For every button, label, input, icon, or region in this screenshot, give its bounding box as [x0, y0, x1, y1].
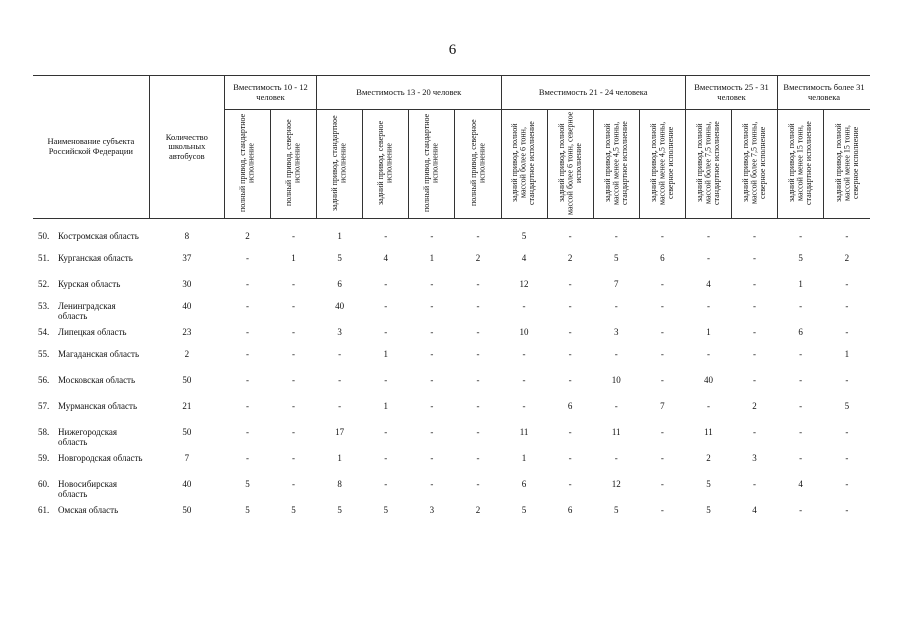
value-cell: 5 [337, 505, 342, 515]
bus-count-cell: 21 [182, 401, 192, 411]
value-cell: - [706, 253, 710, 263]
value-cell: - [660, 231, 664, 241]
value-cell: - [245, 349, 249, 359]
value-cell: - [430, 453, 434, 463]
value-cell: - [568, 453, 572, 463]
page-number: 6 [448, 42, 457, 58]
subcolumn-header-label: задний привод, стандартное исполнение [330, 114, 348, 211]
row-number: 51. [38, 253, 50, 263]
value-cell: 1 [798, 279, 803, 289]
capacity-group-header: Вместимость 25 - 31 человек [685, 76, 777, 110]
value-cell: - [753, 301, 757, 311]
value-cell: - [476, 327, 480, 337]
value-cell: - [799, 231, 803, 241]
region-name: Курганская область [58, 253, 133, 263]
value-cell: - [568, 427, 572, 437]
region-cell [33, 375, 149, 401]
region-cell [33, 279, 149, 301]
value-cell: - [706, 349, 710, 359]
value-cell: - [568, 349, 572, 359]
value-cell: 1 [337, 453, 342, 463]
value-cell: - [430, 479, 434, 489]
table-row [33, 453, 870, 479]
value-cell: 6 [567, 401, 573, 411]
value-cell: - [845, 301, 849, 311]
value-cell: 8 [337, 479, 342, 489]
subcolumn-header-label: задний привод, северное исполнение [376, 120, 394, 205]
value-cell: - [614, 349, 618, 359]
subcolumn-header [271, 110, 317, 219]
value-cell: - [430, 349, 434, 359]
value-cell: - [706, 301, 710, 311]
value-cell: 6 [521, 479, 527, 489]
value-cell: 11 [704, 427, 713, 437]
value-cell: 11 [519, 427, 529, 437]
value-cell: 3 [429, 505, 435, 515]
row-number: 58. [38, 427, 50, 437]
value-cell: - [384, 427, 388, 437]
value-cell: 5 [613, 253, 619, 263]
subcolumn-header-label: задний привод, полной массой менее 4,5 тонны, стандартное исполнение [602, 120, 629, 205]
region-cell [33, 349, 149, 375]
value-cell: - [522, 349, 526, 359]
value-cell: - [292, 375, 296, 385]
value-cell: - [845, 479, 849, 489]
value-cell: 7 [660, 401, 665, 411]
value-cell: - [660, 301, 664, 311]
value-cell: - [430, 401, 434, 411]
row-number: 53. [38, 301, 50, 311]
region-cell [33, 301, 149, 327]
value-cell: 40 [703, 375, 713, 385]
table-row [33, 279, 870, 301]
region-name: Костромская область [58, 231, 139, 241]
row-number: 55. [38, 349, 50, 359]
value-cell: - [245, 279, 249, 289]
subcolumn-header [224, 110, 270, 219]
value-cell: 1 [383, 401, 388, 411]
value-cell: - [706, 231, 710, 241]
value-cell: 4 [752, 505, 757, 515]
region-name: Нижегородская область [58, 427, 118, 448]
bus-count-cell: 40 [182, 479, 192, 489]
capacity-group-header: Вместимость 21 - 24 человека [501, 76, 685, 110]
value-cell: - [292, 301, 296, 311]
value-cell: - [245, 453, 249, 463]
value-cell: - [568, 231, 572, 241]
value-cell: - [845, 505, 849, 515]
value-cell: - [568, 479, 572, 489]
value-cell: - [753, 479, 757, 489]
table-row [33, 375, 870, 401]
region-name: Московская область [58, 375, 136, 385]
value-cell: 17 [335, 427, 345, 437]
count-column-header: Количество школьных автобусов [149, 76, 224, 219]
value-cell: - [384, 375, 388, 385]
row-number: 56. [38, 375, 50, 385]
region-cell [33, 427, 149, 453]
value-cell: - [845, 453, 849, 463]
table-row [33, 327, 870, 349]
row-number: 57. [38, 401, 50, 411]
subcolumn-header [547, 110, 593, 219]
value-cell: - [292, 453, 296, 463]
value-cell: - [706, 401, 710, 411]
value-cell: - [522, 301, 526, 311]
table-row [33, 479, 870, 505]
table-row [33, 401, 870, 427]
capacity-group-header: Вместимость 10 - 12 человек [224, 76, 316, 110]
value-cell: - [384, 327, 388, 337]
value-cell: 5 [245, 479, 250, 489]
subcolumn-header [685, 110, 731, 219]
value-cell: 6 [337, 279, 342, 289]
value-cell: - [430, 301, 434, 311]
table-row [33, 505, 870, 527]
value-cell: 4 [706, 279, 711, 289]
region-name: Курская область [58, 279, 121, 289]
subcolumn-header-label: задний привод, полной массой менее 15 тонн, стандартное исполнение [787, 120, 813, 205]
value-cell: - [245, 401, 249, 411]
row-number: 59. [38, 453, 50, 463]
value-cell: - [292, 279, 296, 289]
capacity-group-header: Вместимость более 31 человека [778, 76, 870, 110]
table-row [33, 301, 870, 327]
value-cell: - [292, 479, 296, 489]
value-cell: 1 [291, 253, 296, 263]
region-cell [33, 453, 149, 479]
row-number: 54. [38, 327, 50, 337]
value-cell: - [430, 279, 434, 289]
region-name: Новгородская область [58, 453, 143, 463]
value-cell: - [799, 427, 803, 437]
value-cell: - [245, 427, 249, 437]
table-header [33, 76, 870, 219]
value-cell: 5 [798, 253, 803, 263]
value-cell: - [568, 301, 572, 311]
value-cell: - [522, 375, 526, 385]
value-cell: - [384, 453, 388, 463]
row-number: 52. [38, 279, 50, 289]
value-cell: 4 [798, 479, 803, 489]
value-cell: - [799, 349, 803, 359]
value-cell: - [568, 375, 572, 385]
value-cell: - [522, 401, 526, 411]
value-cell: 1 [706, 327, 711, 337]
value-cell: - [660, 505, 664, 515]
value-cell: - [845, 231, 849, 241]
value-cell: - [753, 231, 757, 241]
value-cell: - [799, 401, 803, 411]
value-cell: - [753, 279, 757, 289]
value-cell: - [660, 427, 664, 437]
subcolumn-header-label: задний привод, полной массой более 7,5 тонны, стандартное исполнение [694, 120, 721, 205]
bus-count-cell: 50 [182, 375, 192, 385]
region-name: Мурманская область [58, 401, 138, 411]
value-cell: - [476, 453, 480, 463]
subcolumn-header [639, 110, 685, 219]
subcolumn-header-label: полный привод, северное исполнение [468, 119, 486, 207]
value-cell: 3 [613, 327, 619, 337]
value-cell: - [292, 401, 296, 411]
value-cell: 1 [337, 231, 342, 241]
subcolumn-header-label: полный привод, стандартное исполнение [238, 113, 256, 212]
value-cell: - [476, 401, 480, 411]
value-cell: - [753, 375, 757, 385]
value-cell: - [753, 253, 757, 263]
value-cell: - [384, 479, 388, 489]
region-cell [33, 327, 149, 349]
value-cell: 5 [337, 253, 342, 263]
bus-count-cell: 37 [182, 253, 192, 263]
value-cell: 5 [706, 505, 711, 515]
value-cell: 1 [844, 349, 850, 359]
subcolumn-header-label: задний привод, полной массой менее 4,5 тонны, северное исполнение [648, 121, 675, 205]
value-cell: - [476, 375, 480, 385]
value-cell: 12 [611, 479, 621, 489]
table-row [33, 253, 870, 279]
value-cell: - [338, 401, 342, 411]
value-cell: - [476, 231, 480, 241]
value-cell: - [338, 349, 342, 359]
value-cell: 2 [475, 253, 481, 263]
value-cell: - [384, 279, 388, 289]
value-cell: - [660, 327, 664, 337]
subcolumn-header-label: задний привод, полной массой более 6 тонн, северное исполнение [556, 111, 583, 215]
value-cell: 2 [706, 453, 711, 463]
subcolumn-header [455, 110, 501, 219]
value-cell: 10 [519, 327, 529, 337]
region-cell [33, 401, 149, 427]
subcolumn-header [824, 110, 870, 219]
value-cell: 2 [567, 253, 573, 263]
value-cell: 2 [245, 231, 250, 241]
region-name: Липецкая область [58, 327, 127, 337]
value-cell: - [845, 279, 849, 289]
value-cell: - [292, 231, 296, 241]
value-cell: - [799, 375, 803, 385]
value-cell: 6 [798, 327, 803, 337]
value-cell: - [476, 427, 480, 437]
value-cell: 5 [245, 505, 250, 515]
value-cell: 5 [383, 505, 388, 515]
value-cell: - [476, 279, 480, 289]
value-cell: 4 [383, 253, 388, 263]
school-bus-table [33, 75, 870, 527]
value-cell: 2 [475, 505, 481, 515]
value-cell: 5 [521, 231, 527, 241]
bus-count-cell: 50 [182, 505, 192, 515]
subcolumn-header [317, 110, 363, 219]
table-body [33, 219, 870, 528]
value-cell: - [245, 301, 249, 311]
value-cell: - [245, 375, 249, 385]
value-cell: - [476, 349, 480, 359]
value-cell: - [568, 279, 572, 289]
bus-count-cell: 8 [184, 231, 190, 241]
value-cell: 1 [521, 453, 527, 463]
value-cell: - [292, 327, 296, 337]
value-cell: - [568, 327, 572, 337]
subcolumn-header [363, 110, 409, 219]
region-column-header: Наименование субъекта Российской Федерации [33, 76, 149, 219]
value-cell: - [292, 349, 296, 359]
table-row [33, 349, 870, 375]
region-name: Магаданская область [58, 349, 140, 359]
value-cell: - [430, 375, 434, 385]
region-name: Омская область [58, 505, 119, 515]
subcolumn-header-label: задний привод, полной массой более 6 тонн, стандартное исполнение [510, 120, 537, 205]
value-cell: - [614, 453, 618, 463]
table-row [33, 231, 870, 253]
region-cell [33, 231, 149, 253]
value-cell: - [476, 301, 480, 311]
value-cell: - [430, 427, 434, 437]
value-cell: - [799, 301, 803, 311]
value-cell: - [799, 453, 803, 463]
subcolumn-header [409, 110, 455, 219]
value-cell: - [614, 231, 618, 241]
value-cell: 11 [611, 427, 621, 437]
value-cell: - [660, 375, 664, 385]
value-cell: 6 [660, 253, 665, 263]
subcolumn-header [732, 110, 778, 219]
value-cell: 40 [335, 301, 345, 311]
value-cell: 2 [752, 401, 757, 411]
value-cell: - [753, 349, 757, 359]
value-cell: 6 [567, 505, 573, 515]
value-cell: 1 [429, 253, 435, 263]
value-cell: - [660, 349, 664, 359]
row-number: 60. [38, 479, 50, 489]
subcolumn-header [778, 110, 824, 219]
value-cell: - [476, 479, 480, 489]
value-cell: - [660, 453, 664, 463]
bus-count-cell: 50 [182, 427, 192, 437]
bus-count-cell: 7 [184, 453, 190, 463]
value-cell: 5 [521, 505, 527, 515]
subcolumn-header-label: полный привод, стандартное исполнение [422, 113, 440, 212]
region-cell [33, 505, 149, 527]
value-cell: - [660, 479, 664, 489]
value-cell: - [384, 301, 388, 311]
subcolumn-header [593, 110, 639, 219]
value-cell: - [799, 505, 803, 515]
value-cell: - [845, 327, 849, 337]
row-number: 50. [38, 231, 50, 241]
value-cell: - [338, 375, 342, 385]
value-cell: - [245, 327, 249, 337]
value-cell: - [614, 401, 618, 411]
value-cell: - [845, 375, 849, 385]
value-cell: 12 [519, 279, 529, 289]
value-cell: 5 [613, 505, 619, 515]
value-cell: - [430, 231, 434, 241]
row-number: 61. [38, 505, 50, 515]
value-cell: 2 [844, 253, 850, 263]
capacity-group-header: Вместимость 13 - 20 человек [317, 76, 501, 110]
value-cell: - [753, 327, 757, 337]
value-cell: - [430, 327, 434, 337]
value-cell: 3 [752, 453, 757, 463]
value-cell: - [292, 427, 296, 437]
value-cell: - [245, 253, 249, 263]
bus-count-cell: 2 [184, 349, 190, 359]
bus-count-cell: 30 [182, 279, 192, 289]
value-cell: - [753, 427, 757, 437]
bus-count-cell: 23 [182, 327, 192, 337]
value-cell: 5 [291, 505, 296, 515]
subcolumn-header [501, 110, 547, 219]
subcolumn-header-label: задний привод, полной массой более 7,5 тонны, северное исполнение [740, 121, 767, 204]
region-name: Ленинградская область [58, 301, 116, 322]
value-cell: 10 [611, 375, 621, 385]
value-cell: 1 [383, 349, 388, 359]
region-cell [33, 253, 149, 279]
value-cell: 7 [613, 279, 619, 289]
value-cell: - [384, 231, 388, 241]
bus-count-cell: 40 [182, 301, 192, 311]
region-name: Новосибирская область [58, 479, 117, 500]
value-cell: 5 [844, 401, 850, 411]
value-cell: - [660, 279, 664, 289]
value-cell: 4 [521, 253, 527, 263]
value-cell: - [614, 301, 618, 311]
region-cell [33, 479, 149, 505]
subcolumn-header-label: задний привод, полной массой менее 15 тонн, северное исполнение [833, 123, 860, 202]
value-cell: 3 [337, 327, 342, 337]
value-cell: - [845, 427, 849, 437]
subcolumn-header-label: полный привод, северное исполнение [284, 119, 302, 207]
table-row [33, 427, 870, 453]
value-cell: 5 [706, 479, 711, 489]
